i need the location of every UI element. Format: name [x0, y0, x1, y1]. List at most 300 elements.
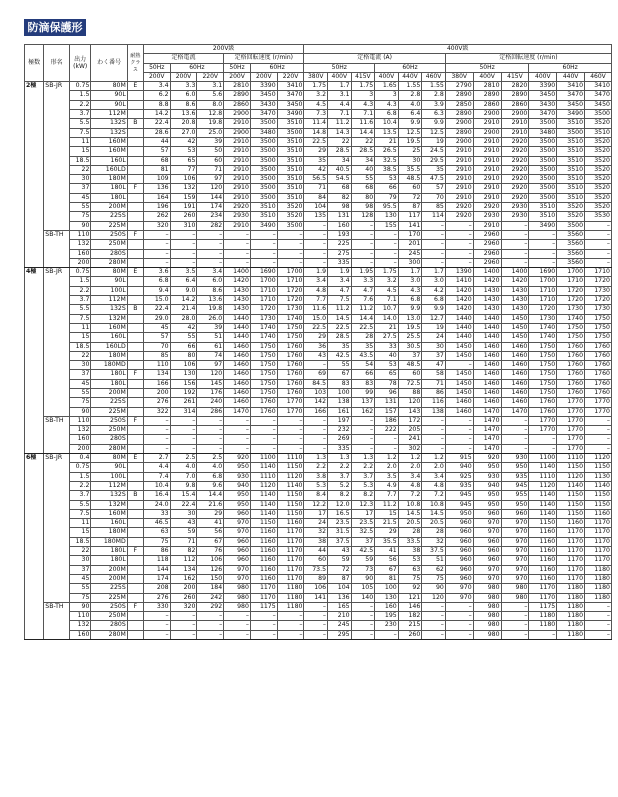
data-cell: 3.4 [143, 82, 170, 91]
data-cell: 2910 [224, 119, 251, 128]
data-cell: 1430 [224, 286, 251, 295]
data-cell: 182 [398, 612, 422, 621]
data-cell: 32 [304, 528, 328, 537]
data-cell: 3510 [277, 156, 304, 165]
data-cell: 3520 [585, 175, 612, 184]
data-cell: 1460 [224, 342, 251, 351]
data-cell: 2890 [473, 91, 501, 100]
frame-number: 280S [91, 621, 127, 630]
table-row [25, 416, 612, 425]
data-cell: – [304, 444, 328, 453]
data-cell: – [277, 612, 304, 621]
data-cell: 945 [501, 481, 529, 490]
frame-number: 160L [91, 333, 127, 342]
data-cell: – [501, 426, 529, 435]
data-cell: 2.0 [398, 463, 422, 472]
data-cell: 71 [304, 184, 328, 193]
insulation-class: E [127, 268, 143, 277]
table-row [25, 203, 612, 212]
data-cell: 3450 [277, 100, 304, 109]
output-kw: 22 [69, 351, 90, 360]
data-cell: 3500 [529, 193, 557, 202]
data-cell: 3510 [277, 165, 304, 174]
data-cell: – [422, 630, 446, 639]
data-cell: 6.8 [422, 296, 446, 305]
data-cell: 2910 [473, 156, 501, 165]
data-cell: 42 [170, 137, 197, 146]
frame-number: 160L [91, 156, 127, 165]
data-cell: 72 [398, 193, 422, 202]
data-cell: – [501, 249, 529, 258]
table-row [25, 481, 612, 490]
data-cell: 13.6 [170, 110, 197, 119]
data-cell: – [143, 435, 170, 444]
header-voltage: 400V [375, 72, 399, 81]
data-cell: 245 [398, 249, 422, 258]
data-cell: – [529, 258, 557, 267]
data-cell: 69 [304, 370, 328, 379]
data-cell: – [585, 621, 612, 630]
frame-number: 250S [91, 602, 127, 611]
data-cell: 915 [445, 454, 473, 463]
data-cell: 1160 [529, 547, 557, 556]
data-cell: 970 [501, 556, 529, 565]
data-cell: 1120 [529, 481, 557, 490]
data-cell: – [304, 612, 328, 621]
output-kw: 5.5 [69, 119, 90, 128]
data-cell: 21.5 [375, 519, 399, 528]
data-cell: 1450 [501, 314, 529, 323]
data-cell: 14.4 [197, 491, 224, 500]
data-cell: 3500 [250, 156, 277, 165]
frame-number: 80M [91, 268, 127, 277]
data-cell: 205 [398, 426, 422, 435]
data-cell: 1170 [557, 537, 585, 546]
data-cell: 99 [351, 388, 375, 397]
data-cell: 27.5 [375, 333, 399, 342]
data-cell: 3500 [529, 184, 557, 193]
insulation-class [127, 249, 143, 258]
data-cell: 120 [197, 184, 224, 193]
data-cell: 51 [197, 333, 224, 342]
data-cell: 3.8 [304, 472, 328, 481]
data-cell: 3500 [529, 165, 557, 174]
data-cell: 1.7 [328, 82, 352, 91]
data-cell: – [143, 240, 170, 249]
insulation-class [127, 574, 143, 583]
header-voltage: 400V [473, 72, 501, 81]
data-cell: 970 [501, 574, 529, 583]
pole-count: 6極 [25, 454, 44, 640]
table-row [25, 426, 612, 435]
data-cell: 29.5 [422, 156, 446, 165]
data-cell: – [170, 612, 197, 621]
data-cell: 950 [473, 500, 501, 509]
data-cell: 67 [328, 370, 352, 379]
data-cell: 28.5 [351, 147, 375, 156]
data-cell: 3480 [529, 128, 557, 137]
data-cell: 6.0 [170, 91, 197, 100]
output-kw: 22 [69, 165, 90, 174]
data-cell: 2910 [224, 147, 251, 156]
frame-number: 132S [91, 128, 127, 137]
header-voltage: 380V [304, 72, 328, 81]
data-cell: – [197, 426, 224, 435]
data-cell: 22.5 [328, 323, 352, 332]
data-cell: 145 [197, 379, 224, 388]
data-cell: 970 [501, 537, 529, 546]
output-kw: 45 [69, 193, 90, 202]
data-cell: 1460 [473, 370, 501, 379]
frame-number: 90L [91, 91, 127, 100]
data-cell: 1150 [250, 519, 277, 528]
data-cell: 3410 [277, 82, 304, 91]
data-cell: 60 [398, 184, 422, 193]
data-cell: 15.0 [304, 314, 328, 323]
data-cell: 5.6 [197, 91, 224, 100]
output-kw: 3.7 [69, 110, 90, 119]
data-cell: 81 [143, 165, 170, 174]
data-cell: – [250, 240, 277, 249]
data-cell: 1.3 [304, 454, 328, 463]
data-cell: – [529, 444, 557, 453]
output-kw: 132 [69, 240, 90, 249]
data-cell: 40 [351, 165, 375, 174]
data-cell: 980 [473, 584, 501, 593]
data-cell: – [422, 602, 446, 611]
data-cell: 43 [304, 351, 328, 360]
data-cell: 210 [328, 612, 352, 621]
data-cell: 24 [304, 519, 328, 528]
table-row [25, 574, 612, 583]
data-cell: 2910 [224, 221, 251, 230]
data-cell: 3 [375, 91, 399, 100]
data-cell: 1.55 [422, 82, 446, 91]
frame-number: 100L [91, 286, 127, 295]
data-cell: 960 [445, 537, 473, 546]
data-cell: 1170 [557, 547, 585, 556]
data-cell: 1690 [250, 268, 277, 277]
data-cell: 79 [375, 193, 399, 202]
data-cell: 30 [422, 342, 446, 351]
data-cell: 61 [197, 342, 224, 351]
table-row [25, 602, 612, 611]
insulation-class [127, 323, 143, 332]
data-cell: 4.3 [375, 100, 399, 109]
insulation-class [127, 593, 143, 602]
data-cell: – [422, 230, 446, 239]
table-row [25, 286, 612, 295]
data-cell: – [197, 444, 224, 453]
data-cell: 166 [304, 407, 328, 416]
data-cell: 77 [170, 165, 197, 174]
data-cell: – [585, 240, 612, 249]
page-title: 防滴保護形 [24, 19, 86, 36]
frame-number: 160L [91, 519, 127, 528]
data-cell: 1420 [445, 296, 473, 305]
data-cell: 87 [328, 574, 352, 583]
data-cell: – [585, 426, 612, 435]
table-row [25, 528, 612, 537]
data-cell: 7.7 [304, 296, 328, 305]
data-cell: 1710 [529, 286, 557, 295]
data-cell: – [585, 602, 612, 611]
data-cell: – [501, 221, 529, 230]
output-kw: 15 [69, 147, 90, 156]
data-cell: 155 [375, 221, 399, 230]
data-cell: 3480 [250, 128, 277, 137]
data-cell: – [224, 249, 251, 258]
table-row [25, 110, 612, 119]
data-cell: 950 [445, 509, 473, 518]
data-cell: – [351, 230, 375, 239]
data-cell: 73 [351, 565, 375, 574]
data-cell: 8.2 [328, 491, 352, 500]
data-cell: 1420 [501, 277, 529, 286]
data-cell: 1760 [557, 342, 585, 351]
data-cell: – [143, 426, 170, 435]
data-cell: 3.4 [304, 277, 328, 286]
data-cell: 72.5 [398, 379, 422, 388]
data-cell: 1460 [501, 361, 529, 370]
data-cell: 1420 [445, 286, 473, 295]
data-cell: – [445, 240, 473, 249]
header-voltage: 460V [422, 72, 446, 81]
data-cell: 3520 [585, 203, 612, 212]
data-cell: – [422, 612, 446, 621]
data-cell: – [250, 258, 277, 267]
data-cell: 320 [143, 221, 170, 230]
data-cell: 2890 [445, 128, 473, 137]
data-cell: 950 [473, 491, 501, 500]
data-cell: – [250, 435, 277, 444]
data-cell: 160 [375, 602, 399, 611]
data-cell: 1420 [473, 277, 501, 286]
data-cell: 176 [197, 388, 224, 397]
data-cell: 1170 [277, 547, 304, 556]
data-cell: 174 [143, 574, 170, 583]
data-cell: 302 [398, 444, 422, 453]
data-cell: 1180 [529, 621, 557, 630]
table-row [25, 388, 612, 397]
data-cell: 1760 [277, 388, 304, 397]
data-cell: – [529, 249, 557, 258]
data-cell: 3510 [557, 147, 585, 156]
output-kw: 11 [69, 137, 90, 146]
data-cell: 1760 [277, 370, 304, 379]
data-cell: 78 [375, 379, 399, 388]
data-cell: 7.7 [375, 491, 399, 500]
output-kw: 11 [69, 323, 90, 332]
frame-number: 180M [91, 175, 127, 184]
insulation-class [127, 537, 143, 546]
data-cell: 1175 [250, 602, 277, 611]
insulation-class [127, 528, 143, 537]
data-cell: 19.5 [398, 137, 422, 146]
data-cell: 955 [501, 491, 529, 500]
data-cell: – [422, 621, 446, 630]
frame-number: 112M [91, 481, 127, 490]
data-cell: – [304, 258, 328, 267]
data-cell: 225 [328, 240, 352, 249]
data-cell: – [375, 630, 399, 639]
data-cell: 3510 [250, 212, 277, 221]
data-cell: 330 [143, 602, 170, 611]
insulation-class: F [127, 184, 143, 193]
data-cell: 3500 [250, 175, 277, 184]
data-cell: 1760 [557, 351, 585, 360]
data-cell: 14.8 [304, 128, 328, 137]
data-cell: 114 [422, 212, 446, 221]
data-cell: 90 [351, 574, 375, 583]
data-cell: 245 [328, 621, 352, 630]
header-model: 形名 [44, 45, 70, 82]
output-kw: 37 [69, 565, 90, 574]
data-cell: 2.0 [375, 463, 399, 472]
data-cell: 2920 [501, 175, 529, 184]
data-cell: 1160 [585, 509, 612, 518]
data-cell: 2810 [473, 82, 501, 91]
table-row [25, 82, 612, 91]
output-kw: 0.75 [69, 82, 90, 91]
data-cell: 3450 [557, 100, 585, 109]
data-cell: 134 [143, 370, 170, 379]
data-cell: 2810 [224, 82, 251, 91]
data-cell: 1750 [585, 314, 612, 323]
data-cell: – [143, 621, 170, 630]
data-cell: 85 [422, 203, 446, 212]
data-cell: 1450 [445, 351, 473, 360]
frame-number: 180MD [91, 361, 127, 370]
data-cell: 184 [197, 584, 224, 593]
data-cell: 1140 [529, 491, 557, 500]
data-cell: 1170 [277, 565, 304, 574]
header-hz: 50Hz [224, 63, 251, 72]
data-cell: 7.1 [328, 110, 352, 119]
data-cell: 276 [143, 398, 170, 407]
data-cell: 1470 [473, 426, 501, 435]
data-cell: – [529, 230, 557, 239]
data-cell: 3510 [277, 147, 304, 156]
data-cell: 335 [328, 258, 352, 267]
data-cell: – [445, 435, 473, 444]
frame-number: 90L [91, 277, 127, 286]
data-cell: 222 [375, 426, 399, 435]
data-cell: 3.1 [328, 91, 352, 100]
table-row [25, 519, 612, 528]
data-cell: – [197, 258, 224, 267]
data-cell: 7.1 [375, 296, 399, 305]
data-cell: – [351, 416, 375, 425]
data-cell: 170 [398, 230, 422, 239]
data-cell: 1180 [585, 574, 612, 583]
data-cell: 2890 [501, 91, 529, 100]
data-cell: 1400 [473, 268, 501, 277]
data-cell: 1760 [585, 379, 612, 388]
data-cell: 1750 [250, 370, 277, 379]
data-cell: – [422, 249, 446, 258]
insulation-class [127, 175, 143, 184]
insulation-class [127, 621, 143, 630]
data-cell: 3500 [557, 221, 585, 230]
data-cell: 960 [473, 556, 501, 565]
data-cell: 970 [501, 547, 529, 556]
header-voltage: 415V [501, 72, 529, 81]
data-cell: 50 [197, 147, 224, 156]
data-cell: 14.4 [351, 128, 375, 137]
data-cell: 16.4 [143, 491, 170, 500]
data-cell: – [304, 630, 328, 639]
data-cell: – [143, 612, 170, 621]
frame-number: 180L [91, 193, 127, 202]
output-kw: 3.7 [69, 491, 90, 500]
data-cell: 29 [304, 147, 328, 156]
data-cell: 42.5 [328, 351, 352, 360]
header-hz: 60Hz [250, 63, 304, 72]
header-group-400v: 400V級 [304, 45, 612, 54]
data-cell: 2910 [445, 147, 473, 156]
data-cell: 70 [143, 342, 170, 351]
data-cell: 2860 [501, 100, 529, 109]
data-cell: 1450 [501, 333, 529, 342]
data-cell: – [304, 230, 328, 239]
data-cell: 80 [351, 193, 375, 202]
data-cell: 1160 [557, 519, 585, 528]
insulation-class [127, 91, 143, 100]
data-cell: 80 [170, 351, 197, 360]
data-cell: 6.8 [398, 296, 422, 305]
data-cell: 1460 [224, 398, 251, 407]
data-cell: 86 [143, 547, 170, 556]
data-cell: 8.6 [170, 100, 197, 109]
data-cell: 90 [422, 584, 446, 593]
data-cell: 1120 [585, 454, 612, 463]
table-row [25, 184, 612, 193]
data-cell: 13.5 [375, 128, 399, 137]
data-cell: 1430 [501, 286, 529, 295]
data-cell: 1150 [277, 500, 304, 509]
data-cell: 1170 [277, 574, 304, 583]
data-cell: 8.2 [351, 491, 375, 500]
data-cell: 3500 [529, 119, 557, 128]
data-cell: 1140 [277, 481, 304, 490]
data-cell: 2910 [473, 165, 501, 174]
data-cell: 7.5 [328, 296, 352, 305]
data-cell: 66 [351, 370, 375, 379]
data-cell: 241 [398, 435, 422, 444]
data-cell: 1460 [473, 379, 501, 388]
data-cell: – [197, 435, 224, 444]
data-cell: 29 [197, 509, 224, 518]
data-cell: 1170 [250, 593, 277, 602]
data-cell: 106 [197, 556, 224, 565]
data-cell: – [277, 630, 304, 639]
data-cell: 43 [328, 547, 352, 556]
frame-number: 280S [91, 435, 127, 444]
data-cell: 157 [375, 407, 399, 416]
data-cell: 2910 [473, 175, 501, 184]
table-row [25, 547, 612, 556]
output-kw: 7.5 [69, 128, 90, 137]
data-cell: 3560 [557, 230, 585, 239]
data-cell: 3.2 [304, 91, 328, 100]
insulation-class [127, 203, 143, 212]
table-row [25, 612, 612, 621]
data-cell: 1180 [277, 584, 304, 593]
data-cell: 195 [375, 612, 399, 621]
data-cell: 3520 [277, 203, 304, 212]
data-cell: 1430 [473, 305, 501, 314]
